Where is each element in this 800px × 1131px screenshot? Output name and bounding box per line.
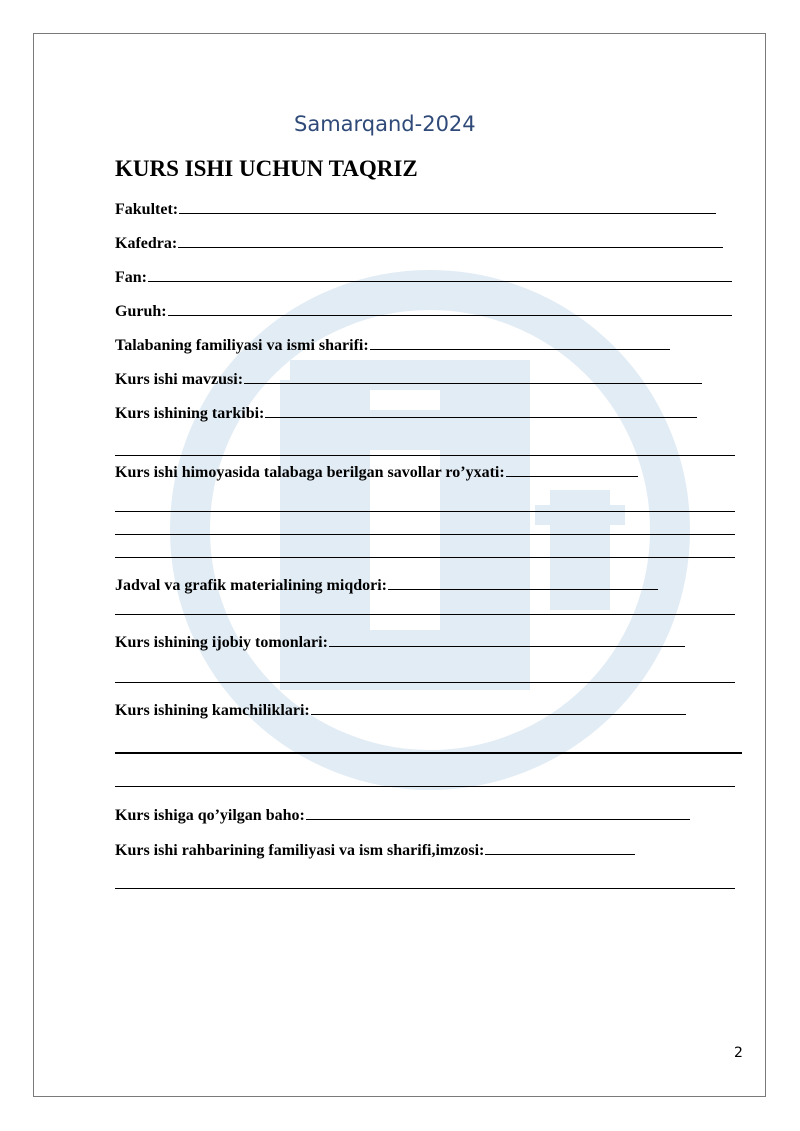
fill-in-line[interactable] <box>168 301 732 316</box>
blank-line[interactable] <box>115 455 735 456</box>
field-label: Kurs ishining kamchiliklari: <box>115 702 310 719</box>
field-jadval-grafik <box>115 575 658 595</box>
fill-in-line[interactable] <box>370 335 670 350</box>
field-mavzu <box>115 369 702 389</box>
document-title: KURS ISHI UCHUN TAQRIZ <box>115 156 418 181</box>
fill-in-line[interactable] <box>178 233 723 248</box>
field-label: Kurs ishining tarkibi: <box>115 405 265 422</box>
field-label: Kurs ishi mavzusi: <box>115 371 244 388</box>
blank-line[interactable] <box>115 888 735 889</box>
fill-in-line[interactable] <box>265 403 697 418</box>
field-label: Fakultet: <box>115 201 179 218</box>
blank-line[interactable] <box>115 614 735 615</box>
fill-in-line[interactable] <box>148 267 732 282</box>
fill-in-line[interactable] <box>306 805 690 820</box>
fill-in-line[interactable] <box>179 199 716 214</box>
blank-line[interactable] <box>115 682 735 683</box>
field-label: Guruh: <box>115 303 167 320</box>
field-label: Kurs ishi himoyasida talabaga berilgan savollar ro’yxati: <box>115 464 505 481</box>
field-talaba-fio <box>115 335 670 355</box>
field-tarkibi <box>115 403 697 423</box>
blank-line[interactable] <box>115 557 735 558</box>
field-fakultet <box>115 199 716 219</box>
field-label: Kurs ishining ijobiy tomonlari: <box>115 634 328 651</box>
field-ijobiy <box>115 632 685 652</box>
field-guruh <box>115 301 732 321</box>
field-label: Kafedra: <box>115 235 178 252</box>
fill-in-line[interactable] <box>329 632 685 647</box>
fill-in-line[interactable] <box>388 575 658 590</box>
blank-line[interactable] <box>115 534 735 535</box>
field-label: Kurs ishiga qo’yilgan baho: <box>115 807 305 824</box>
city-year-heading: Samarqand-2024 <box>294 112 476 136</box>
field-savollar <box>115 462 638 482</box>
field-fan <box>115 267 732 287</box>
page-number: 2 <box>734 1045 743 1061</box>
fill-in-line[interactable] <box>311 700 686 715</box>
field-kafedra <box>115 233 723 253</box>
field-kamchiliklar <box>115 700 686 720</box>
fill-in-line[interactable] <box>244 369 702 384</box>
blank-line[interactable] <box>115 786 735 787</box>
field-label: Talabaning familiyasi va ismi sharifi: <box>115 337 369 354</box>
field-label: Fan: <box>115 269 147 286</box>
page-border <box>33 33 766 1097</box>
fill-in-line[interactable] <box>485 840 635 855</box>
fill-in-line[interactable] <box>506 462 638 477</box>
field-label: Kurs ishi rahbarining familiyasi va ism sharifi,imzosi: <box>115 842 485 859</box>
blank-line[interactable] <box>115 752 742 754</box>
field-rahbar <box>115 840 635 860</box>
blank-line[interactable] <box>115 511 735 512</box>
field-label: Jadval va grafik materialining miqdori: <box>115 577 387 594</box>
field-baho <box>115 805 690 825</box>
